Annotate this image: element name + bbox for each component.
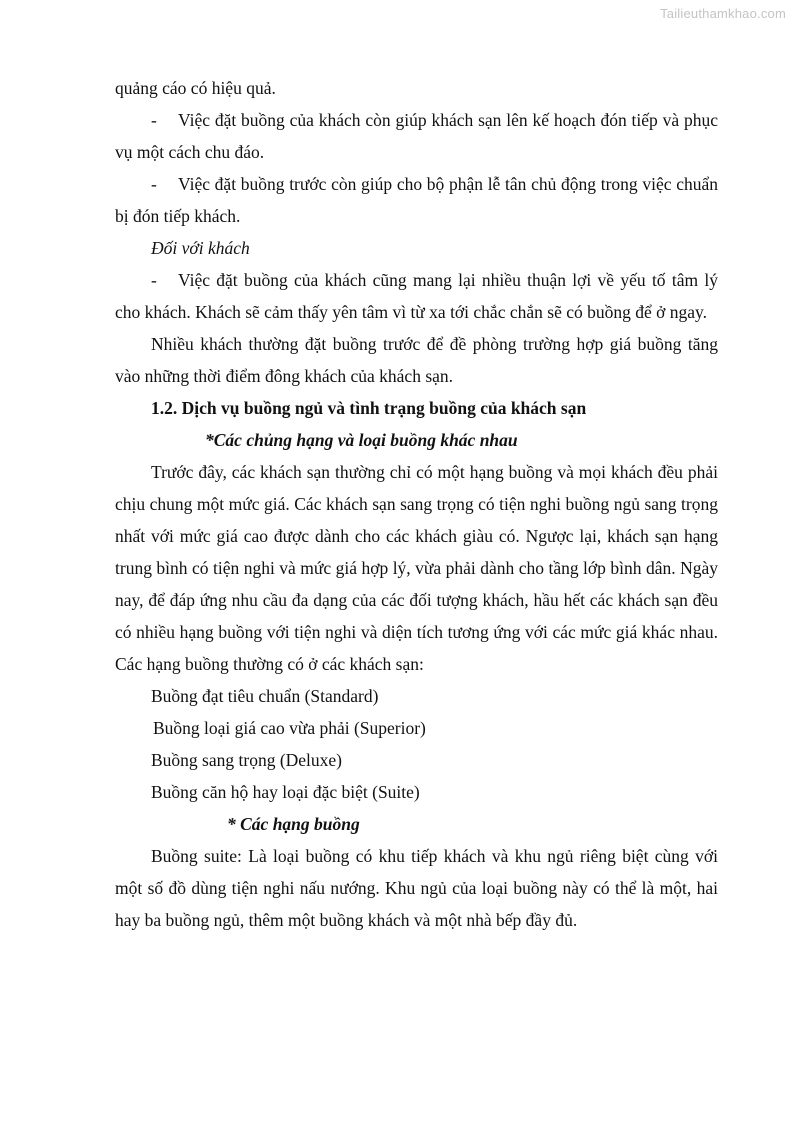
bullet-item — [115, 168, 718, 232]
bullet-dash: - — [151, 110, 157, 130]
bullet-dash: - — [151, 270, 157, 290]
sub-heading-room-classes: *Các chủng hạng và loại buồng khác nhau — [205, 430, 518, 450]
bullet-item — [115, 104, 718, 168]
section-heading: 1.2. Dịch vụ buồng ngủ và tình trạng buồng của khách sạn — [151, 398, 587, 418]
document-body — [115, 72, 718, 936]
room-type-item: Buồng loại giá cao vừa phải (Superior) — [153, 718, 426, 738]
room-type-item: Buồng sang trọng (Deluxe) — [151, 750, 343, 770]
bullet-text: Việc đặt buồng của khách cũng mang lại nhiều thuận lợi về yếu tố tâm lý cho khách. Khách sẽ cảm thấy yên tâm vì từ xa tới chắc chắn sẽ có buồng để ở ngay. — [115, 270, 718, 322]
paragraph: Trước đây, các khách sạn thường chỉ có một hạng buồng và mọi khách đều phải chịu chung một mức giá. Các khách sạn sang trọng có tiện nghi buồng ngủ sang trọng nhất với mức giá cao được dành cho các khách giàu có. Ngược lại, khách sạn hạng trung bình có tiện nghi và mức giá hợp lý, vừa phải dành cho tầng lớp bình dân. Ngày nay, để đáp ứng nhu cầu đa dạng của các đối tượng khách, hầu hết các khách sạn đều có nhiều hạng buồng với tiện nghi và diện tích tương ứng với các mức giá khác nhau. Các hạng buồng thường có ở các khách sạn: — [115, 462, 718, 674]
paragraph-intro: quảng cáo có hiệu quả. — [115, 78, 276, 98]
bullet-dash: - — [151, 174, 157, 194]
bullet-text: Việc đặt buồng trước còn giúp cho bộ phận lễ tân chủ động trong việc chuẩn bị đón tiếp khách. — [115, 174, 718, 226]
paragraph: Buồng suite: Là loại buồng có khu tiếp khách và khu ngủ riêng biệt cùng với một số đồ dùng tiện nghi nấu nướng. Khu ngủ của loại buồng này có thể là một, hai hay ba buồng ngủ, thêm một buồng khách và một nhà bếp đầy đủ. — [115, 846, 718, 930]
sub-heading-room-grades: * Các hạng buồng — [227, 814, 360, 834]
guest-heading: Đối với khách — [151, 238, 250, 258]
bullet-item — [115, 264, 718, 328]
paragraph: Nhiều khách thường đặt buồng trước để đề phòng trường hợp giá buồng tăng vào những thời điểm đông khách của khách sạn. — [115, 334, 718, 386]
room-type-item: Buồng đạt tiêu chuẩn (Standard) — [151, 686, 379, 706]
room-type-item: Buồng căn hộ hay loại đặc biệt (Suite) — [151, 782, 420, 802]
watermark: Tailieuthamkhao.com — [660, 6, 786, 21]
bullet-text: Việc đặt buồng của khách còn giúp khách sạn lên kế hoạch đón tiếp và phục vụ một cách chu đáo. — [115, 110, 718, 162]
